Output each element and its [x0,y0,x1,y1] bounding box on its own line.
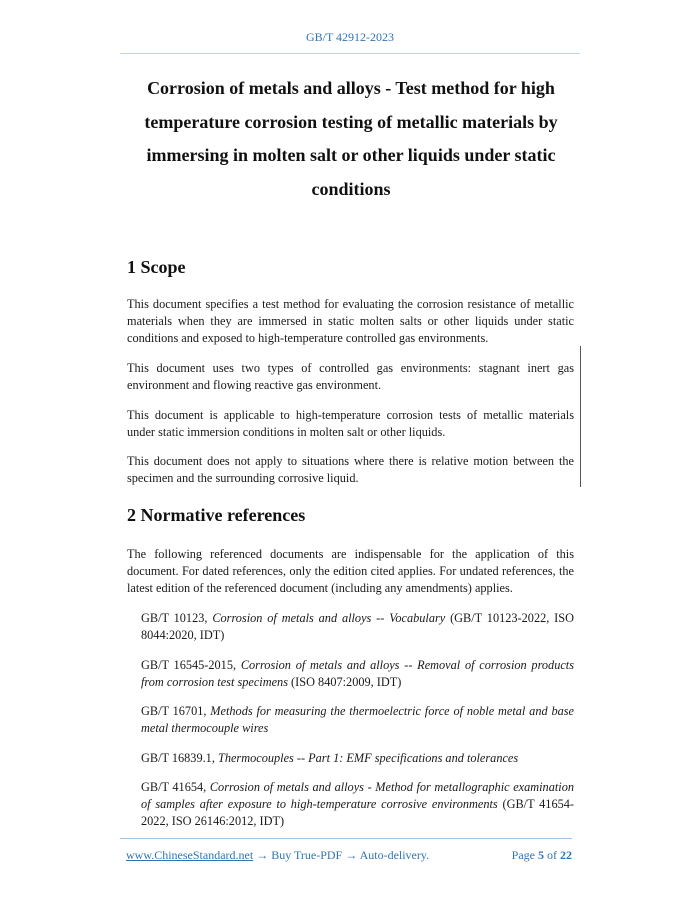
reference-item [141,703,574,737]
reference-code: GB/T 16839.1, [141,751,218,765]
reference-item [141,779,574,830]
reference-title: Corrosion of metals and alloys -- Removal of corrosion products from corrosion test specimens [141,658,574,689]
footer-promo-text: → Buy True-PDF → Auto-delivery. [253,848,430,862]
scope-paragraph-3: This document is applicable to high-temperature corrosion tests of metallic materials under static immersion conditions in molten salt or other liquids. [127,408,574,439]
page-of-label: of [544,848,560,862]
scope-paragraph-1: This document specifies a test method for evaluating the corrosion resistance of metallic materials when they are immersed in static molten salts or other liquids under static conditions and exposed to high-temperature controlled gas environments. [127,297,574,345]
standard-id: GB/T 42912-2023 [305,30,395,44]
scope-paragraph-2: This document uses two types of controlled gas environments: stagnant inert gas environment and flowing reactive gas environment. [127,361,574,392]
page-number [512,848,572,863]
page-label: Page [511,848,538,862]
section-heading-scope: 1 Scope [127,257,186,277]
reference-item [141,610,574,644]
normative-intro-paragraph: The following referenced documents are indispensable for the application of this document. For dated references, only the edition cited applies. For undated references, the latest edition of the referenced document (including any amendments) applies. [127,547,574,595]
chinese-standard-link[interactable]: www.ChineseStandard.net [126,848,254,862]
document-title: Corrosion of metals and alloys - Test method for high temperature corrosion testing of metallic materials by immersing in molten salt or other liquids under static conditions [144,78,558,199]
reference-code: GB/T 41654, [141,780,210,794]
reference-suffix: (GB/T 41654-2022, ISO 26146:2012, IDT) [141,797,574,828]
page-current: 5 [538,848,544,862]
reference-title: Corrosion of metals and alloys -- Vocabulary [212,611,446,625]
reference-code: GB/T 16701, [141,704,211,718]
reference-title: Methods for measuring the thermoelectric force of noble metal and base metal thermocouple wires [141,704,574,735]
reference-item [141,657,574,691]
reference-item [141,750,574,767]
revision-change-bar [580,346,581,487]
scope-paragraph-4: This document does not apply to situations where there is relative motion between the specimen and the surrounding corrosive liquid. [127,454,574,485]
reference-suffix: (GB/T 10123-2022, ISO 8044:2020, IDT) [141,611,574,642]
reference-title: Thermocouples -- Part 1: EMF specifications and tolerances [217,751,519,765]
reference-code: GB/T 16545-2015, [141,658,241,672]
page-footer [126,848,572,863]
page-total: 22 [560,848,572,862]
section-heading-normative-references: 2 Normative references [127,505,306,525]
header-divider [120,53,580,54]
reference-code: GB/T 10123, [141,611,213,625]
reference-suffix: (ISO 8407:2009, IDT) [287,675,402,689]
reference-title: Corrosion of metals and alloys - Method for metallographic examination of samples after exposure to high-temperature corrosive environments [141,780,574,811]
footer-divider [120,838,572,839]
